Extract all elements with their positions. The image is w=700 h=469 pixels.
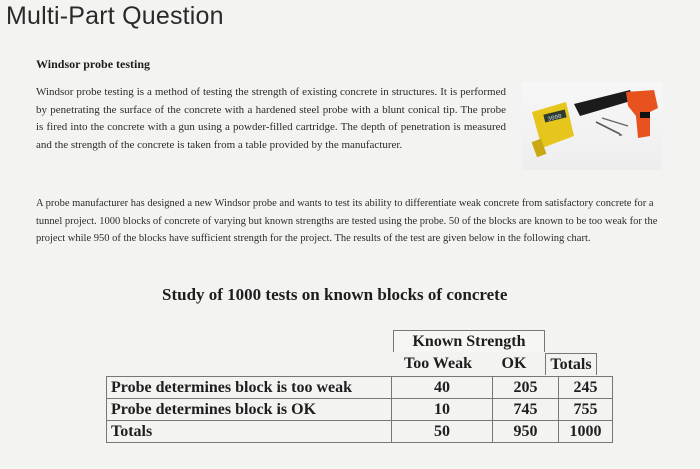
row-label: Probe determines block is too weak [107,377,392,399]
table-row [107,421,613,443]
table-row [107,377,613,399]
cell-value: 50 [392,421,493,443]
results-table [106,376,613,443]
row-label: Probe determines block is OK [107,399,392,421]
chart-title: Study of 1000 tests on known blocks of concrete [162,285,508,304]
cell-value: 245 [559,377,613,399]
table-row [107,399,613,421]
windsor-probe-gun-illustration [522,82,662,170]
cell-value: 950 [493,421,559,443]
col-header-too-weak: Too Weak [403,355,473,372]
cell-value: 755 [559,399,613,421]
problem-paragraph: A probe manufacturer has designed a new Windsor probe and wants to test its ability to differentiate weak concrete from satisfactory concrete for a tunnel project. 1000 blocks of concrete of varying but known strengths are tested using the probe. 50 of the blocks are known to be too weak for the project while 950 of the blocks have sufficient strength for the project. The results of the test are given below in the following chart. [36,198,658,245]
cell-value: 10 [392,399,493,421]
meter-readout: 3000 [546,112,563,123]
row-label: Totals [107,421,392,443]
section-heading: Windsor probe testing [36,57,151,71]
known-strength-header: Known Strength [393,330,545,352]
col-header-totals: Totals [545,353,597,375]
cell-value: 205 [493,377,559,399]
page-title: Multi-Part Question [6,2,224,30]
windsor-probe-photo [522,82,662,170]
cell-value: 1000 [559,421,613,443]
intro-paragraph: Windsor probe testing is a method of testing the strength of existing concrete in structures. It is performed by penetrating the surface of the concrete with a hardened steel probe with a blunt conical tip. The probe is fired into the concrete with a gun using a powder-filled cartridge. The depth of penetration is measured and the strength of the concrete is taken from a table provided by the manufacturer. [36,86,506,151]
cell-value: 745 [493,399,559,421]
cell-value: 40 [392,377,493,399]
col-header-ok: OK [501,355,527,372]
